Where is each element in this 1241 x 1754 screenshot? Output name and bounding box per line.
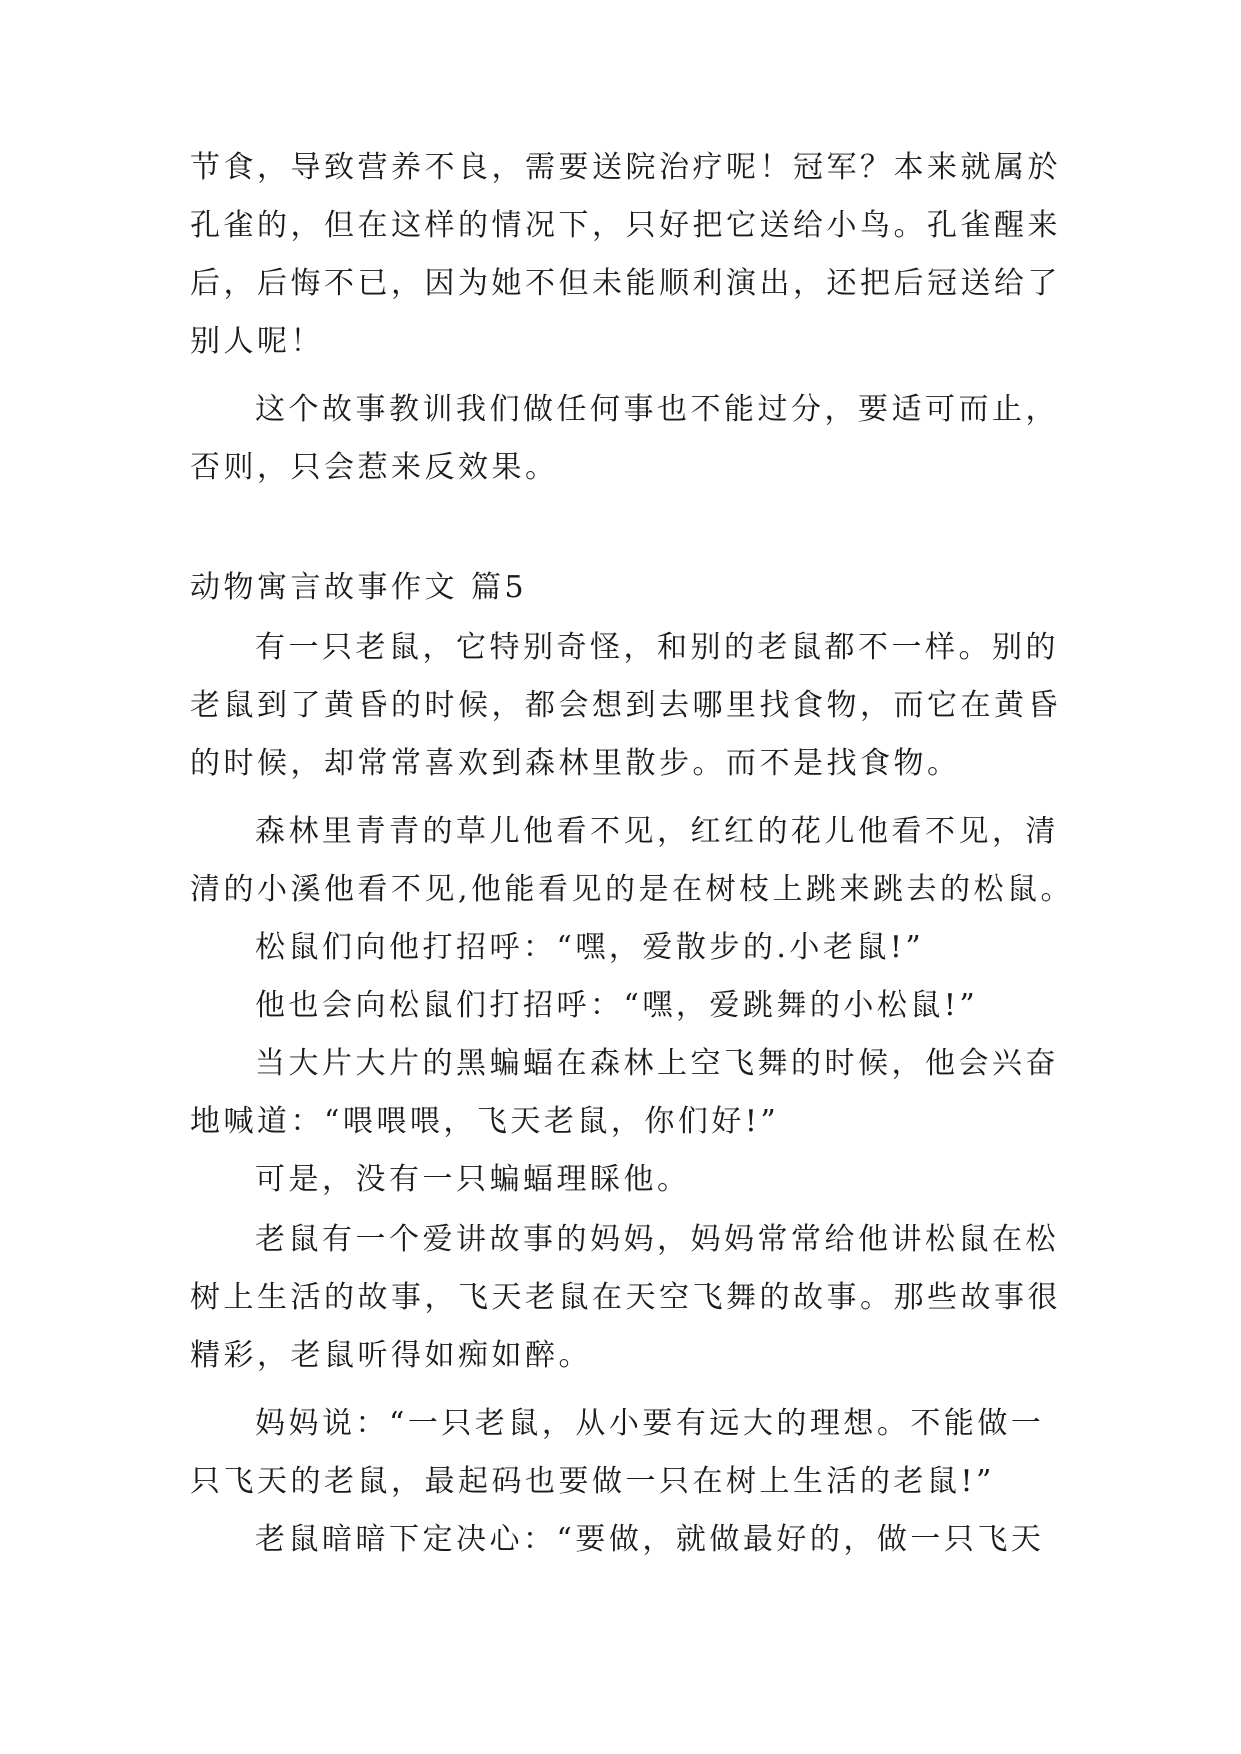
text-line: 可是，没有一只蝙蝠理睬他。 bbox=[255, 1162, 691, 1197]
text-line: 清的小溪他看不见,他能看见的是在树枝上跳来跳去的松鼠。 bbox=[190, 872, 1075, 907]
text-line: 别人呢！ bbox=[190, 324, 324, 359]
text-line: 后，后悔不已，因为她不但未能顺利演出，还把后冠送给了 bbox=[190, 266, 1061, 301]
text-line: 孔雀的，但在这样的情况下，只好把它送给小鸟。孔雀醒来 bbox=[190, 208, 1061, 243]
text-line: 节食，导致营养不良，需要送院治疗呢！冠军？本来就属於 bbox=[190, 150, 1061, 185]
text-line: 精彩，老鼠听得如痴如醉。 bbox=[190, 1338, 592, 1373]
text-line: 地喊道：“喂喂喂，飞天老鼠，你们好!” bbox=[190, 1104, 780, 1139]
text-line: 森林里青青的草儿他看不见，红红的花儿他看不见，清 bbox=[255, 814, 1059, 849]
text-line: 只飞天的老鼠，最起码也要做一只在树上生活的老鼠!” bbox=[190, 1464, 995, 1499]
text-line: 有一只老鼠，它特别奇怪，和别的老鼠都不一样。别的 bbox=[255, 630, 1059, 665]
text-line: 老鼠有一个爱讲故事的妈妈，妈妈常常给他讲松鼠在松 bbox=[255, 1222, 1059, 1257]
text-line: 当大片大片的黑蝙蝠在森林上空飞舞的时候，他会兴奋 bbox=[255, 1046, 1059, 1081]
text-line: 的时候，却常常喜欢到森林里散步。而不是找食物。 bbox=[190, 746, 961, 781]
text-line: 妈妈说：“一只老鼠，从小要有远大的理想。不能做一 bbox=[255, 1406, 1045, 1441]
text-line: 树上生活的故事，飞天老鼠在天空飞舞的故事。那些故事很 bbox=[190, 1280, 1061, 1315]
text-line: 老鼠暗暗下定决心：“要做，就做最好的，做一只飞天 bbox=[255, 1522, 1045, 1557]
text-line: 这个故事教训我们做任何事也不能过分，要适可而止， bbox=[255, 392, 1059, 427]
text-line: 否则，只会惹来反效果。 bbox=[190, 450, 559, 485]
section-heading: 动物寓言故事作文 篇5 bbox=[190, 570, 528, 605]
text-line: 老鼠到了黄昏的时候，都会想到去哪里找食物，而它在黄昏 bbox=[190, 688, 1061, 723]
text-line: 他也会向松鼠们打招呼：“嘿，爱跳舞的小松鼠!” bbox=[255, 988, 979, 1023]
text-line: 松鼠们向他打招呼：“嘿，爱散步的.小老鼠!” bbox=[255, 930, 925, 965]
